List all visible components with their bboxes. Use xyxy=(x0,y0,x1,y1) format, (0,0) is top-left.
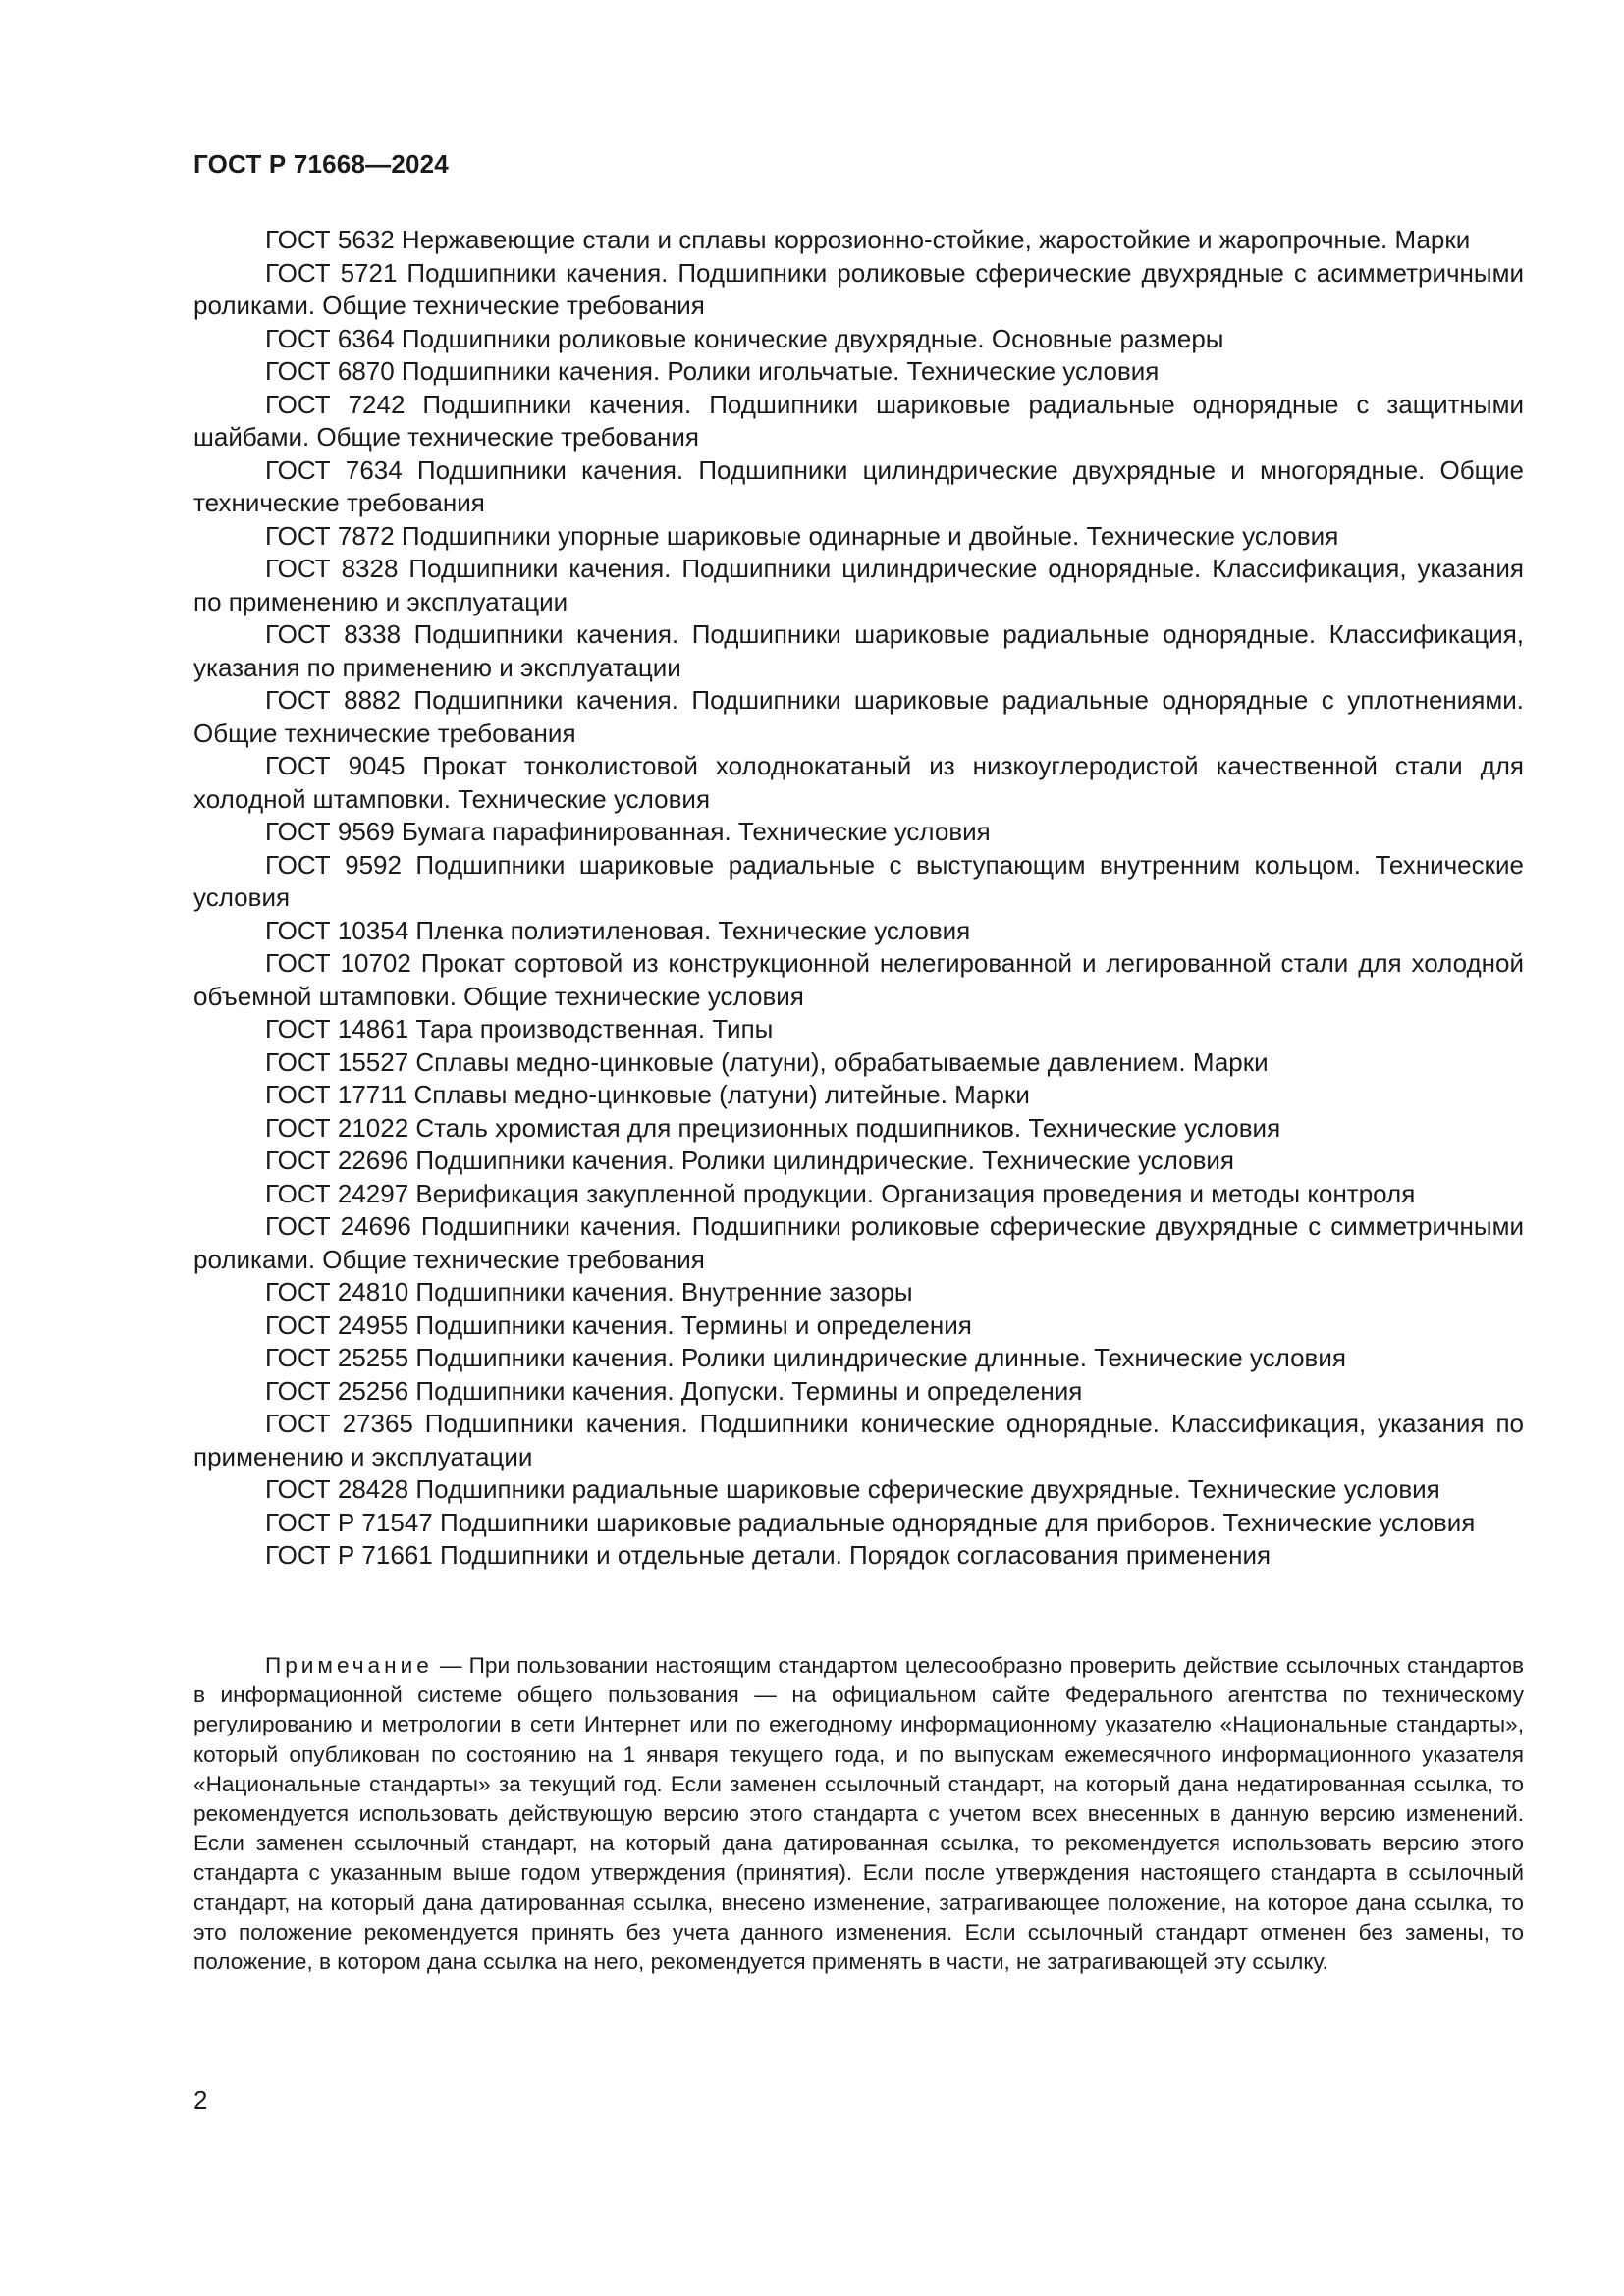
document-header-code: ГОСТ Р 71668—2024 xyxy=(193,149,449,179)
reference-item: ГОСТ 22696 Подшипники качения. Ролики цилиндрические. Технические условия xyxy=(265,1146,1235,1175)
reference-item: ГОСТ 7634 Подшипники качения. Подшипники цилиндрические двухрядные и многорядные. Общие технические требования xyxy=(193,454,1524,517)
reference-item: ГОСТ 8338 Подшипники качения. Подшипники шариковые радиальные однорядные. Классификация, указания по применению и эксплуатации xyxy=(193,619,1524,682)
reference-item: ГОСТ 5632 Нержавеющие стали и сплавы коррозионно-стойкие, жаростойкие и жаропрочные. Марки xyxy=(265,225,1471,254)
reference-item: ГОСТ 21022 Сталь хромистая для прецизионных подшипников. Технические условия xyxy=(265,1112,1281,1143)
reference-item: ГОСТ 24955 Подшипники качения. Термины и определения xyxy=(265,1309,972,1340)
reference-item: ГОСТ 24696 Подшипники качения. Подшипники роликовые сферические двухрядные с симметричными роликами. Общие технические требования xyxy=(193,1211,1524,1274)
reference-item: ГОСТ Р 71547 Подшипники шариковые радиальные однорядные для приборов. Технические условия xyxy=(265,1507,1476,1537)
page-number: 2 xyxy=(193,2085,208,2114)
reference-item: ГОСТ 8328 Подшипники качения. Подшипники цилиндрические однорядные. Классификация, указания по применению и эксплуатации xyxy=(193,554,1524,616)
reference-item: ГОСТ 6870 Подшипники качения. Ролики игольчатые. Технические условия xyxy=(265,356,1160,386)
reference-item: ГОСТ 10702 Прокат сортовой из конструкционной нелегированной и легированной стали для холодной объемной штамповки. Общие технические условия xyxy=(193,948,1524,1011)
reference-item: ГОСТ 10354 Пленка полиэтиленовая. Технические условия xyxy=(265,915,971,945)
reference-item: ГОСТ 15527 Сплавы медно-цинковые (латуни), обрабатываемые давлением. Марки xyxy=(265,1046,1269,1077)
reference-item: ГОСТ 9045 Прокат тонколистовой холоднокатаный из низкоуглеродистой качественной стали для холодной штамповки. Технические условия xyxy=(193,751,1524,814)
note-text: — При пользовании настоящим стандартом целесообразно проверить действие ссылочных стандартов в информационной системе общего пользования — на официальном сайте Федерального агентства по техническому регулированию и метрологии в сети Интернет или по ежегодному информационному указателю «Национальные стандарты», который опубликован по состоянию на 1 января текущего года, и по выпускам ежемесячного информационного указателя «Национальные стандарты» за текущий год. Если заменен ссылочный стандарт, на который дана недатированная ссылка, то рекомендуется использовать действующую версию этого стандарта с учетом всех внесенных в данную версию изменений. Если заменен ссылочный стандарт, на который дана датированная ссылка, то рекомендуется использовать версию этого стандарта с указанным выше годом утверждения (принятия). Если после утверждения настоящего стандарта в ссылочный стандарт, на который дана датированная ссылка, внесено изменение, затрагивающее положение, на которое дана ссылка, то это положение рекомендуется принять без учета данного изменения. Если ссылочный стандарт отменен без замены, то положение, в котором дана ссылка на него, рекомендуется применять в части, не затрагивающей эту ссылку. xyxy=(193,1653,1524,1975)
normative-references-list xyxy=(193,224,1524,1573)
reference-item: ГОСТ 24810 Подшипники качения. Внутренние зазоры xyxy=(265,1277,913,1307)
reference-item: ГОСТ 28428 Подшипники радиальные шариковые сферические двухрядные. Технические условия xyxy=(265,1474,1440,1504)
reference-item: ГОСТ 25255 Подшипники качения. Ролики цилиндрические длинные. Технические условия xyxy=(265,1343,1346,1372)
reference-item: ГОСТ Р 71661 Подшипники и отдельные детали. Порядок согласования применения xyxy=(265,1540,1272,1570)
reference-item: ГОСТ 9592 Подшипники шариковые радиальные с выступающим внутренним кольцом. Технические условия xyxy=(193,849,1524,912)
reference-item: ГОСТ 14861 Тара производственная. Типы xyxy=(265,1014,774,1043)
reference-item: ГОСТ 8882 Подшипники качения. Подшипники шариковые радиальные однорядные с уплотнениями. Общие технические требования xyxy=(193,685,1524,748)
reference-item: ГОСТ 27365 Подшипники качения. Подшипники конические однорядные. Классификация, указания по применению и эксплуатации xyxy=(193,1409,1524,1471)
note-label: Примечание xyxy=(265,1653,433,1678)
note-paragraph xyxy=(193,1651,1524,1977)
reference-item: ГОСТ 24297 Верификация закупленной продукции. Организация проведения и методы контроля xyxy=(265,1178,1416,1208)
reference-item: ГОСТ 7242 Подшипники качения. Подшипники шариковые радиальные однорядные с защитными шайбами. Общие технические требования xyxy=(193,389,1524,452)
reference-item: ГОСТ 17711 Сплавы медно-цинковые (латуни) литейные. Марки xyxy=(265,1080,1030,1109)
reference-item: ГОСТ 5721 Подшипники качения. Подшипники роликовые сферические двухрядные с асимметричными роликами. Общие технические требования xyxy=(193,257,1524,320)
reference-item: ГОСТ 9569 Бумага парафинированная. Технические условия xyxy=(265,817,991,846)
reference-item: ГОСТ 6364 Подшипники роликовые конические двухрядные. Основные размеры xyxy=(265,323,1224,353)
reference-item: ГОСТ 7872 Подшипники упорные шариковые одинарные и двойные. Технические условия xyxy=(265,520,1339,551)
reference-item: ГОСТ 25256 Подшипники качения. Допуски. Термины и определения xyxy=(265,1375,1083,1406)
